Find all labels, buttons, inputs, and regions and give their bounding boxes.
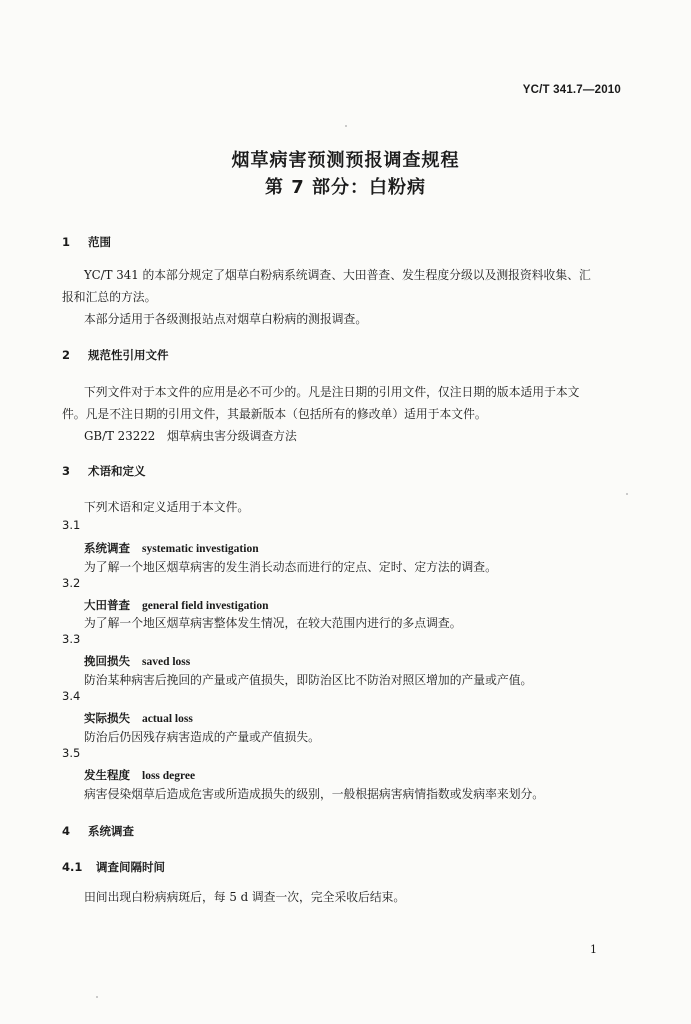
term-entry — [84, 653, 190, 669]
term-en: actual loss — [142, 713, 193, 725]
term-number: 3.3 — [62, 632, 81, 646]
document-title: 烟草病害预测预报调查规程 — [231, 150, 460, 171]
term-en: loss degree — [142, 770, 196, 782]
term-cn: 系统调查 — [84, 541, 130, 555]
section-2-heading — [62, 347, 169, 363]
paragraph: 件。凡是不注日期的引用文件，其最新版本（包括所有的修改单）适用于本文件。 — [62, 407, 487, 421]
term-entry — [84, 540, 259, 556]
term-definition: 防治后仍因残存病害造成的产量或产值损失。 — [84, 730, 320, 744]
term-definition: 为了解一个地区烟草病害整体发生情况，在较大范围内进行的多点调查。 — [84, 616, 462, 630]
term-cn: 发生程度 — [84, 768, 130, 782]
section-title: 规范性引用文件 — [88, 348, 169, 362]
section-number: 2 — [62, 348, 71, 362]
term-entry — [84, 597, 269, 613]
section-number: 3 — [62, 464, 71, 478]
term-definition: 防治某种病害后挽回的产量或产值损失，即防治区比不防治对照区增加的产量或产值。 — [84, 673, 533, 687]
section-4-heading — [62, 823, 134, 839]
paragraph: 下列术语和定义适用于本文件。 — [84, 500, 250, 514]
scan-speck — [626, 493, 628, 495]
subsection-number: 4.1 — [62, 860, 83, 874]
section-number: 4 — [62, 824, 71, 838]
section-1-heading — [62, 234, 111, 250]
document-subtitle: 第 7 部分：白粉病 — [264, 177, 427, 198]
paragraph: 报和汇总的方法。 — [62, 290, 157, 304]
scan-speck — [96, 996, 98, 998]
paragraph: 田间出现白粉病病斑后，每 5 d 调查一次，完全采收后结束。 — [84, 890, 406, 904]
page-number: 1 — [590, 943, 597, 956]
term-cn: 实际损失 — [84, 711, 130, 725]
term-number: 3.2 — [62, 576, 81, 590]
section-number: 1 — [62, 235, 71, 249]
subsection-title: 调查间隔时间 — [96, 860, 165, 874]
section-title: 术语和定义 — [88, 464, 146, 478]
standard-code: YC/T 341.7—2010 — [522, 84, 621, 96]
term-definition: 为了解一个地区烟草病害的发生消长动态而进行的定点、定时、定方法的调查。 — [84, 560, 497, 574]
term-number: 3.5 — [62, 746, 81, 760]
section-title: 范围 — [88, 235, 111, 249]
paragraph: 本部分适用于各级测报站点对烟草白粉病的测报调查。 — [84, 312, 368, 326]
term-entry — [84, 767, 195, 783]
term-en: general field investigation — [142, 600, 269, 612]
term-entry — [84, 710, 193, 726]
term-number: 3.1 — [62, 518, 81, 532]
term-number: 3.4 — [62, 689, 81, 703]
subsection-4-1-heading — [62, 859, 165, 875]
section-3-heading — [62, 463, 146, 479]
term-en: saved loss — [142, 656, 191, 668]
term-definition: 病害侵染烟草后造成危害或所造成损失的级别，一般根据病害病情指数或发病率来划分。 — [84, 787, 545, 801]
paragraph: 下列文件对于本文件的应用是必不可少的。凡是注日期的引用文件，仅注日期的版本适用于本文 — [84, 385, 580, 399]
section-title: 系统调查 — [88, 824, 134, 838]
paragraph: YC/T 341 的本部分规定了烟草白粉病系统调查、大田普查、发生程度分级以及测报资料收集、汇 — [84, 268, 591, 282]
term-cn: 大田普查 — [84, 598, 130, 612]
term-cn: 挽回损失 — [84, 654, 130, 668]
scan-speck — [345, 125, 347, 127]
term-en: systematic investigation — [142, 543, 259, 555]
normative-reference: GB/T 23222 烟草病虫害分级调查方法 — [84, 429, 297, 443]
